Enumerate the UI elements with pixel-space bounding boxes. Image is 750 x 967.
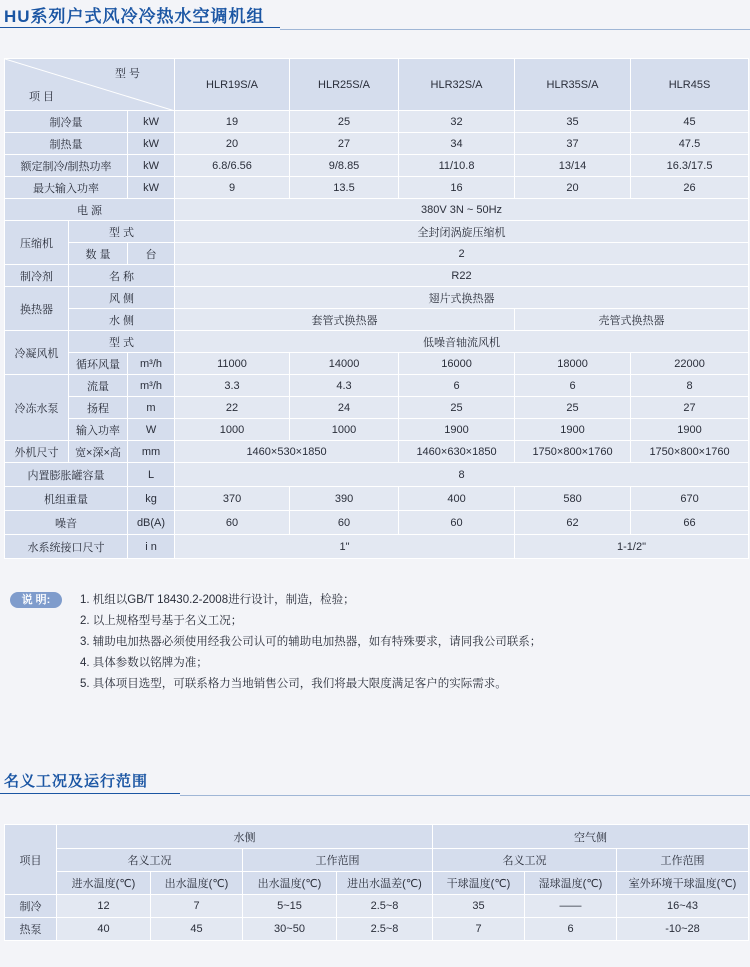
section-title: 名义工况及运行范围: [4, 773, 149, 790]
value-cell: 20: [175, 133, 290, 155]
column-header: 湿球温度(℃): [525, 872, 617, 895]
value-cell: 1900: [399, 419, 515, 441]
value-cell: 6.8/6.56: [175, 155, 290, 177]
value-cell: 32: [399, 111, 515, 133]
column-header: 进水温度(℃): [57, 872, 151, 895]
sub-label: 型 式: [69, 221, 175, 243]
value-cell: 翅片式换热器: [175, 287, 749, 309]
value-cell: 380V 3N ~ 50Hz: [175, 199, 749, 221]
table-row: [5, 155, 749, 177]
table-row: [5, 111, 749, 133]
value-cell: 低噪音轴流风机: [175, 331, 749, 353]
value-cell: 25: [515, 397, 631, 419]
value-cell: 45: [151, 918, 243, 941]
value-cell: 580: [515, 487, 631, 511]
value-cell: 16.3/17.5: [631, 155, 749, 177]
table-row: [5, 331, 749, 353]
unit-cell: mm: [128, 441, 175, 463]
column-header: 出水温度(℃): [151, 872, 243, 895]
note-item: 3. 辅助电加热器必须使用经我公司认可的辅助电加热器，如有特殊要求，请同我公司联系；: [80, 636, 542, 648]
row-label: 冷冻水泵: [5, 375, 69, 441]
value-cell: 13.5: [290, 177, 399, 199]
value-cell: 1900: [515, 419, 631, 441]
value-cell: 40: [57, 918, 151, 941]
value-cell: 20: [515, 177, 631, 199]
value-cell: 1460×630×1850: [399, 441, 515, 463]
value-cell: 35: [515, 111, 631, 133]
value-cell: 670: [631, 487, 749, 511]
value-cell: 9: [175, 177, 290, 199]
value-cell: 24: [290, 397, 399, 419]
value-cell: 7: [433, 918, 525, 941]
value-cell: 60: [399, 511, 515, 535]
table-row: [5, 419, 749, 441]
row-label: 制热量: [5, 133, 128, 155]
row-label: 噪音: [5, 511, 128, 535]
table-row: [5, 397, 749, 419]
row-label: 电 源: [5, 199, 175, 221]
header-model-label: 型 号: [114, 68, 141, 80]
value-cell: 11000: [175, 353, 290, 375]
air-side-header: 空气侧: [433, 825, 749, 849]
value-cell: 9/8.85: [290, 155, 399, 177]
unit-cell: kg: [128, 487, 175, 511]
value-cell: 6: [399, 375, 515, 397]
row-label: 内置膨胀罐容量: [5, 463, 128, 487]
table-row: [5, 918, 749, 941]
value-cell: 400: [399, 487, 515, 511]
row-label: 水系统接口尺寸: [5, 535, 128, 559]
value-cell: 7: [151, 895, 243, 918]
value-cell: 34: [399, 133, 515, 155]
value-cell: 2: [175, 243, 749, 265]
note-item: 5. 具体项目选型，可联系格力当地销售公司，我们将最大限度满足客户的实际需求。: [80, 678, 507, 690]
sub-label: 名 称: [69, 265, 175, 287]
unit-cell: dB(A): [128, 511, 175, 535]
item-header: 项目: [5, 825, 57, 895]
value-cell: 6: [525, 918, 617, 941]
value-cell: 2.5~8: [337, 895, 433, 918]
value-cell: 30~50: [243, 918, 337, 941]
table-row: [5, 441, 749, 463]
sub-label: 流量: [69, 375, 128, 397]
value-cell: R22: [175, 265, 749, 287]
value-cell: 18000: [515, 353, 631, 375]
column-header: 出水温度(℃): [243, 872, 337, 895]
unit-cell: i n: [128, 535, 175, 559]
range-header: 工作范围: [243, 849, 433, 872]
sub-label: 输入功率: [69, 419, 128, 441]
table-row: [5, 177, 749, 199]
header-corner: [5, 59, 175, 111]
model-header: HLR32S/A: [399, 59, 515, 111]
sub-label: 循环风量: [69, 353, 128, 375]
value-cell: 6: [515, 375, 631, 397]
sub-label: 扬程: [69, 397, 128, 419]
value-cell: 19: [175, 111, 290, 133]
value-cell: 全封闭涡旋压缩机: [175, 221, 749, 243]
value-cell: 13/14: [515, 155, 631, 177]
notes-list: [80, 590, 541, 695]
value-cell: 1750×800×1760: [515, 441, 631, 463]
value-cell: 8: [175, 463, 749, 487]
spec-table: [4, 58, 749, 559]
table-row: [5, 375, 749, 397]
value-cell: 16~43: [617, 895, 749, 918]
note-item: 2. 以上规格型号基于名义工况；: [80, 615, 243, 627]
section-title-underline-thin: [180, 795, 750, 796]
table-row: [5, 243, 749, 265]
value-cell: 37: [515, 133, 631, 155]
value-cell: 14000: [290, 353, 399, 375]
column-header: 室外环境干球温度(℃): [617, 872, 749, 895]
unit-cell: m³/h: [128, 353, 175, 375]
value-cell: 4.3: [290, 375, 399, 397]
table-row: [5, 353, 749, 375]
value-cell: 370: [175, 487, 290, 511]
header-item-label: 项 目: [29, 91, 55, 103]
row-label: 压缩机: [5, 221, 69, 265]
value-cell: 1000: [290, 419, 399, 441]
model-header: HLR45S: [631, 59, 749, 111]
sub-label: 型 式: [69, 331, 175, 353]
unit-cell: L: [128, 463, 175, 487]
value-cell: 45: [631, 111, 749, 133]
table-row: [5, 511, 749, 535]
row-label: 制冷: [5, 895, 57, 918]
table-row: [5, 535, 749, 559]
value-cell: 8: [631, 375, 749, 397]
row-label: 冷凝风机: [5, 331, 69, 375]
unit-cell: kW: [128, 111, 175, 133]
value-cell: 壳管式换热器: [515, 309, 749, 331]
value-cell: 60: [290, 511, 399, 535]
value-cell: ——: [525, 895, 617, 918]
note-item: 1. 机组以GB/T 18430.2-2008进行设计，制造，检验；: [80, 594, 355, 606]
value-cell: 1900: [631, 419, 749, 441]
sub-label: 数 量: [69, 243, 128, 265]
model-header: HLR35S/A: [515, 59, 631, 111]
value-cell: 1": [175, 535, 515, 559]
value-cell: 11/10.8: [399, 155, 515, 177]
value-cell: 26: [631, 177, 749, 199]
value-cell: 5~15: [243, 895, 337, 918]
section-title-underline: [0, 793, 180, 794]
value-cell: 27: [290, 133, 399, 155]
unit-cell: kW: [128, 177, 175, 199]
sub-label: 风 侧: [69, 287, 175, 309]
table-row: [5, 199, 749, 221]
row-label: 最大输入功率: [5, 177, 128, 199]
unit-cell: m³/h: [128, 375, 175, 397]
sub-label: 水 侧: [69, 309, 175, 331]
sub-label: 宽×深×高: [69, 441, 128, 463]
value-cell: 16: [399, 177, 515, 199]
table-row: [5, 221, 749, 243]
unit-cell: W: [128, 419, 175, 441]
column-header: 干球温度(℃): [433, 872, 525, 895]
value-cell: -10~28: [617, 918, 749, 941]
row-label: 换热器: [5, 287, 69, 331]
value-cell: 22: [175, 397, 290, 419]
value-cell: 1750×800×1760: [631, 441, 749, 463]
unit-cell: kW: [128, 133, 175, 155]
value-cell: 1000: [175, 419, 290, 441]
table-row: [5, 895, 749, 918]
value-cell: 1460×530×1850: [175, 441, 399, 463]
conditions-table: [4, 824, 749, 941]
title-underline-thin: [280, 29, 750, 30]
table-row: [5, 463, 749, 487]
model-header: HLR25S/A: [290, 59, 399, 111]
page-title: HU系列户式风冷冷热水空调机组: [4, 7, 265, 26]
note-item: 4. 具体参数以铭牌为准；: [80, 657, 208, 669]
row-label: 热泵: [5, 918, 57, 941]
title-underline: [0, 27, 280, 28]
value-cell: 2.5~8: [337, 918, 433, 941]
table-row: [5, 133, 749, 155]
value-cell: 27: [631, 397, 749, 419]
value-cell: 12: [57, 895, 151, 918]
value-cell: 16000: [399, 353, 515, 375]
column-header: 进出水温差(℃): [337, 872, 433, 895]
row-label: 机组重量: [5, 487, 128, 511]
value-cell: 62: [515, 511, 631, 535]
value-cell: 47.5: [631, 133, 749, 155]
nominal-header: 名义工况: [57, 849, 243, 872]
value-cell: 390: [290, 487, 399, 511]
value-cell: 22000: [631, 353, 749, 375]
table-row: [5, 309, 749, 331]
value-cell: 35: [433, 895, 525, 918]
table-row: [5, 265, 749, 287]
row-label: 制冷量: [5, 111, 128, 133]
value-cell: 66: [631, 511, 749, 535]
nominal-header: 名义工况: [433, 849, 617, 872]
model-header: HLR19S/A: [175, 59, 290, 111]
table-row: [5, 487, 749, 511]
row-label: 制冷剂: [5, 265, 69, 287]
row-label: 外机尺寸: [5, 441, 69, 463]
unit-cell: m: [128, 397, 175, 419]
range-header: 工作范围: [617, 849, 749, 872]
value-cell: 25: [399, 397, 515, 419]
value-cell: 60: [175, 511, 290, 535]
value-cell: 25: [290, 111, 399, 133]
notes-badge: 说 明:: [10, 592, 62, 608]
value-cell: 套管式换热器: [175, 309, 515, 331]
value-cell: 1-1/2": [515, 535, 749, 559]
value-cell: 3.3: [175, 375, 290, 397]
unit-cell: kW: [128, 155, 175, 177]
row-label: 额定制冷/制热功率: [5, 155, 128, 177]
table-row: [5, 287, 749, 309]
water-side-header: 水侧: [57, 825, 433, 849]
unit-cell: 台: [128, 243, 175, 265]
